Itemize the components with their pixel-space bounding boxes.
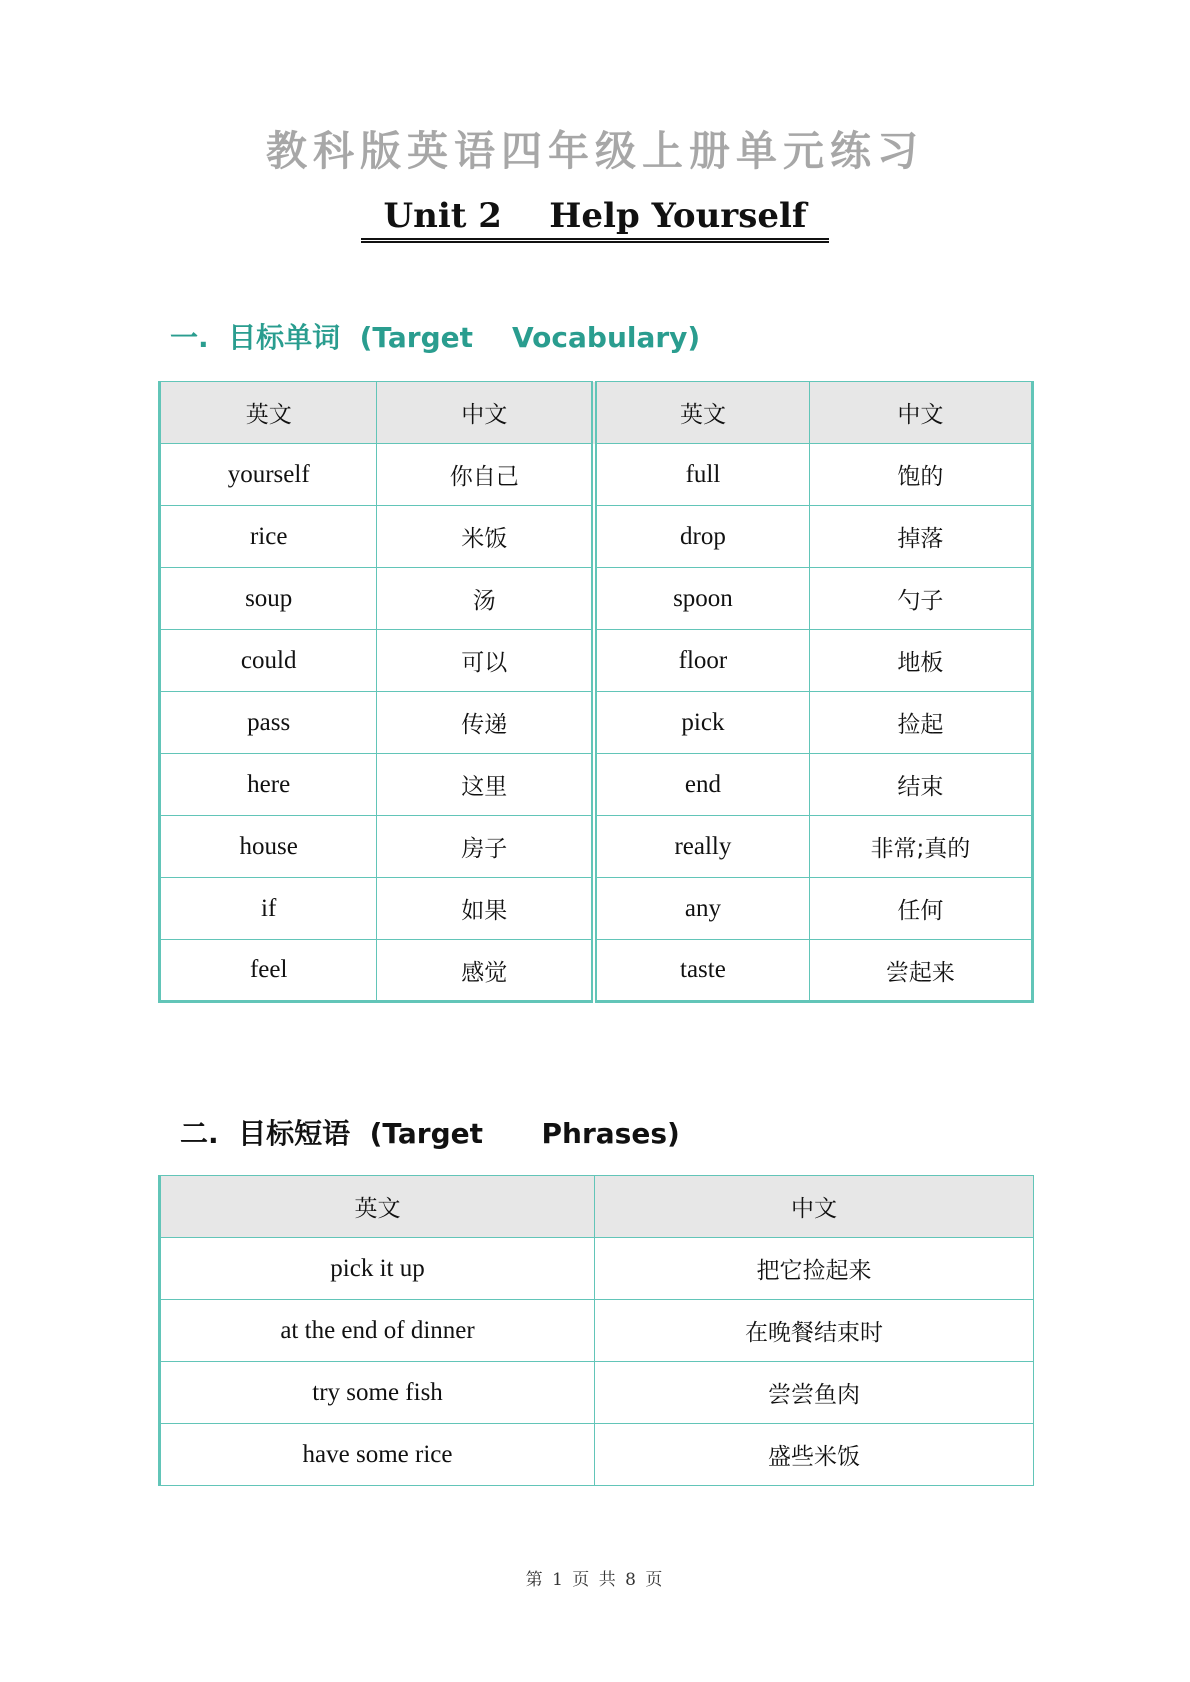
table-row <box>160 1362 1034 1424</box>
english-word: pick <box>594 692 809 754</box>
column-header: 中文 <box>809 382 1032 444</box>
english-word: any <box>594 878 809 940</box>
english-word: floor <box>594 630 809 692</box>
english-word: soup <box>160 568 377 630</box>
page-footer: 第 1 页 共 8 页 <box>525 1570 665 1590</box>
table-header-row <box>160 1176 1034 1238</box>
english-word: end <box>594 754 809 816</box>
column-header: 英文 <box>160 1176 595 1238</box>
english-phrase: try some fish <box>160 1362 595 1424</box>
vocabulary-table <box>158 381 1034 1003</box>
english-word: really <box>594 816 809 878</box>
chinese-meaning: 盛些米饭 <box>595 1424 1034 1486</box>
english-word: drop <box>594 506 809 568</box>
column-header: 中文 <box>377 382 594 444</box>
table-row <box>160 444 1033 506</box>
column-header: 中文 <box>595 1176 1034 1238</box>
table-row <box>160 506 1033 568</box>
chinese-meaning: 非常;真的 <box>809 816 1032 878</box>
table-row <box>160 940 1033 1002</box>
chinese-meaning: 如果 <box>377 878 594 940</box>
chinese-meaning: 尝起来 <box>809 940 1032 1002</box>
chinese-meaning: 这里 <box>377 754 594 816</box>
chinese-meaning: 传递 <box>377 692 594 754</box>
english-word: if <box>160 878 377 940</box>
chinese-meaning: 掉落 <box>809 506 1032 568</box>
english-word: spoon <box>594 568 809 630</box>
english-word: taste <box>594 940 809 1002</box>
table-row <box>160 1238 1034 1300</box>
document-title: 教科版英语四年级上册单元练习 <box>266 127 924 175</box>
table-row <box>160 1424 1034 1486</box>
chinese-meaning: 饱的 <box>809 444 1032 506</box>
chinese-meaning: 在晚餐结束时 <box>595 1300 1034 1362</box>
english-word: house <box>160 816 377 878</box>
chinese-meaning: 房子 <box>377 816 594 878</box>
chinese-meaning: 结束 <box>809 754 1032 816</box>
section-heading-vocabulary: 一. 目标单词 (Target Vocabulary) <box>170 321 701 354</box>
column-header: 英文 <box>594 382 809 444</box>
table-row <box>160 692 1033 754</box>
chinese-meaning: 米饭 <box>377 506 594 568</box>
english-word: yourself <box>160 444 377 506</box>
table-row <box>160 1300 1034 1362</box>
section-heading-phrases: 二. 目标短语 (Target Phrases) <box>180 1117 680 1150</box>
table-row <box>160 630 1033 692</box>
chinese-meaning: 尝尝鱼肉 <box>595 1362 1034 1424</box>
english-word: here <box>160 754 377 816</box>
table-row <box>160 754 1033 816</box>
english-word: feel <box>160 940 377 1002</box>
chinese-meaning: 把它捡起来 <box>595 1238 1034 1300</box>
table-header-row <box>160 382 1033 444</box>
chinese-meaning: 汤 <box>377 568 594 630</box>
english-phrase: have some rice <box>160 1424 595 1486</box>
phrases-table <box>158 1175 1034 1486</box>
table-row <box>160 878 1033 940</box>
column-header: 英文 <box>160 382 377 444</box>
unit-title: Unit 2 Help Yourself <box>361 196 828 243</box>
unit-title-wrap <box>0 196 1190 243</box>
english-word: pass <box>160 692 377 754</box>
chinese-meaning: 感觉 <box>377 940 594 1002</box>
english-word: rice <box>160 506 377 568</box>
english-phrase: pick it up <box>160 1238 595 1300</box>
table-row <box>160 816 1033 878</box>
chinese-meaning: 可以 <box>377 630 594 692</box>
chinese-meaning: 捡起 <box>809 692 1032 754</box>
english-phrase: at the end of dinner <box>160 1300 595 1362</box>
english-word: could <box>160 630 377 692</box>
chinese-meaning: 勺子 <box>809 568 1032 630</box>
chinese-meaning: 地板 <box>809 630 1032 692</box>
chinese-meaning: 你自己 <box>377 444 594 506</box>
english-word: full <box>594 444 809 506</box>
chinese-meaning: 任何 <box>809 878 1032 940</box>
table-row <box>160 568 1033 630</box>
